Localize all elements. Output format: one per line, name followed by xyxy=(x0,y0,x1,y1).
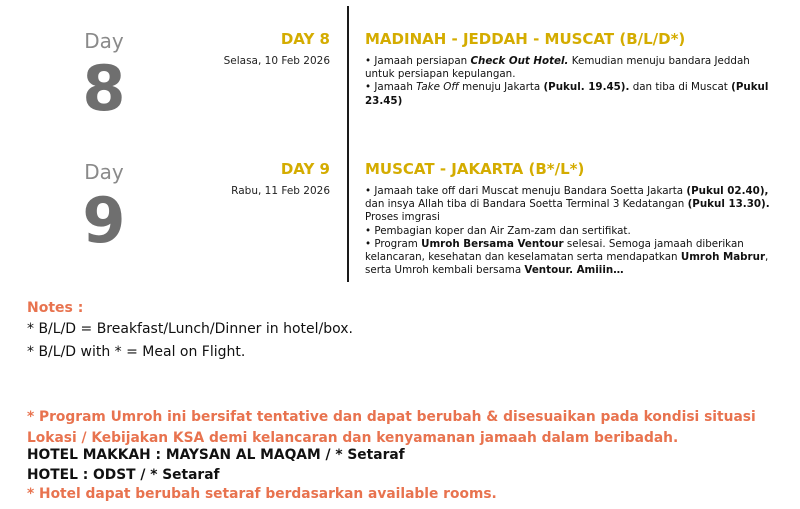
day-number: 9 xyxy=(82,184,126,257)
bullet-item: • Jamaah take off dari Muscat menuju Bandara Soetta Jakarta (Pukul 02.40), dan insya Allah tiba di Bandara Soetta Terminal 3 Kedatangan (Pukul 13.30). Proses imgrasi xyxy=(365,185,770,224)
route-title: MUSCAT - JAKARTA (B*/L*) xyxy=(365,160,585,178)
hotel-other: HOTEL : ODST / * Setaraf xyxy=(27,467,220,483)
note-line: * B/L/D = Breakfast/Lunch/Dinner in hotel/box. xyxy=(27,321,353,337)
hotel-makkah: HOTEL MAKKAH : MAYSAN AL MAQAM / * Setaraf xyxy=(27,447,405,463)
day-number: 8 xyxy=(82,52,126,125)
route-title: MADINAH - JEDDAH - MUSCAT (B/L/D*) xyxy=(365,30,686,48)
timeline-divider xyxy=(347,6,349,282)
bullet-item: • Pembagian koper dan Air Zam-zam dan sertifikat. xyxy=(365,224,631,237)
day-date: Selasa, 10 Feb 2026 xyxy=(223,55,330,67)
day-description xyxy=(365,55,770,108)
day-description xyxy=(365,185,770,277)
day-label: DAY 8 xyxy=(280,30,330,48)
note-line: * B/L/D with * = Meal on Flight. xyxy=(27,344,246,360)
day-label: DAY 9 xyxy=(280,160,330,178)
disclaimer-text: * Program Umroh ini bersifat tentative dan dapat berubah & disesuaikan pada kondisi situasi Lokasi / Kebijakan KSA demi kelancaran dan kenyamanan jamaah dalam beribadah. xyxy=(27,409,756,446)
bullet-item: • Jamaah Take Off menuju Jakarta (Pukul. 19.45). dan tiba di Muscat (Pukul 23.45) xyxy=(365,81,769,107)
day-date: Rabu, 11 Feb 2026 xyxy=(231,185,330,197)
day-word: Day xyxy=(84,29,124,53)
bullet-item: • Jamaah persiapan Check Out Hotel. Kemudian menuju bandara Jeddah untuk persiapan kepulangan. xyxy=(365,55,750,81)
bullet-item: • Program Umroh Bersama Ventour selesai. Semoga jamaah diberikan kelancaran, kesehatan dan keselamatan serta mendapatkan Umroh Mabrur, serta Umroh kembali bersama Ventour. Amiiin… xyxy=(365,237,769,277)
hotel-note: * Hotel dapat berubah setaraf berdasarkan available rooms. xyxy=(27,486,497,502)
day-word: Day xyxy=(84,160,124,184)
notes-title: Notes : xyxy=(27,300,84,316)
